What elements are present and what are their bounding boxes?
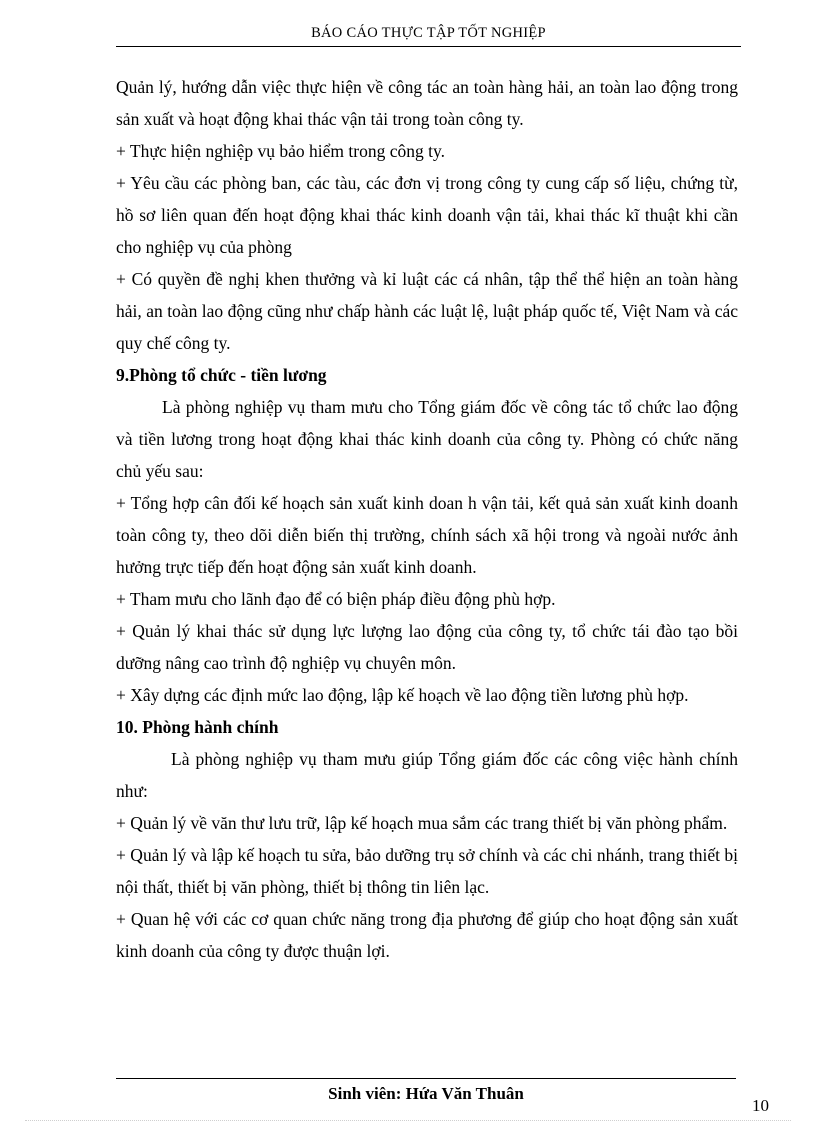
paragraph: Quản lý, hướng dẫn việc thực hiện về công tác an toàn hàng hải, an toàn lao động trong sản xuất và hoạt động khai thác vận tải trong toàn công ty. <box>116 77 738 129</box>
paragraph: + Xây dựng các định mức lao động, lập kế hoạch về lao động tiền lương phù hợp. <box>116 685 689 705</box>
paragraph: Là phòng nghiệp vụ tham mưu cho Tổng giám đốc về công tác tổ chức lao động và tiền lương trong hoạt động khai thác kinh doanh của công ty. Phòng có chức năng chủ yếu sau: <box>116 397 738 481</box>
page-bottom-border <box>25 1120 791 1121</box>
report-body <box>116 71 738 967</box>
section-heading-10: 10. Phòng hành chính <box>116 717 279 737</box>
paragraph: + Quản lý khai thác sử dụng lực lượng lao động của công ty, tổ chức tái đào tạo bồi dưỡng nâng cao trình độ nghiệp vụ chuyên môn. <box>116 621 738 673</box>
paragraph: Là phòng nghiệp vụ tham mưu giúp Tổng giám đốc các công việc hành chính như: <box>116 749 738 801</box>
section-heading-9: 9.Phòng tổ chức - tiền lương <box>116 365 327 385</box>
paragraph: + Yêu cầu các phòng ban, các tàu, các đơn vị trong công ty cung cấp số liệu, chứng từ, hồ sơ liên quan đến hoạt động khai thác kinh doanh vận tải, khai thác kĩ thuật khi cần cho nghiệp vụ của phòng <box>116 173 738 257</box>
paragraph: + Tổng hợp cân đối kế hoạch sản xuất kinh doan h vận tải, kết quả sản xuất kinh doanh toàn công ty, theo dõi diễn biến thị trường, chính sách xã hội trong và ngoài nước ảnh hưởng trực tiếp đến hoạt động sản xuất kinh doanh. <box>116 493 738 577</box>
paragraph: + Quản lý về văn thư lưu trữ, lập kế hoạch mua sắm các trang thiết bị văn phòng phẩm. <box>116 813 728 833</box>
footer-student-name: Sinh viên: Hứa Văn Thuân <box>328 1084 524 1103</box>
page-number: 10 <box>752 1096 769 1115</box>
page-header-title: BÁO CÁO THỰC TẬP TỐT NGHIỆP <box>311 25 546 41</box>
paragraph: + Có quyền đề nghị khen thưởng và kỉ luật các cá nhân, tập thể thể hiện an toàn hàng hải, an toàn lao động cũng như chấp hành các luật lệ, luật pháp quốc tế, Việt Nam và các quy chế công ty. <box>116 269 738 353</box>
header-divider <box>116 46 741 47</box>
paragraph: + Thực hiện nghiệp vụ bảo hiểm trong công ty. <box>116 141 445 161</box>
footer-divider <box>116 1078 736 1079</box>
paragraph: + Quan hệ với các cơ quan chức năng trong địa phương để giúp cho hoạt động sản xuất kinh doanh của công ty được thuận lợi. <box>116 909 738 961</box>
paragraph: + Quản lý và lập kế hoạch tu sửa, bảo dưỡng trụ sở chính và các chi nhánh, trang thiết bị nội thất, thiết bị văn phòng, thiết bị thông tin liên lạc. <box>116 845 738 897</box>
paragraph: + Tham mưu cho lãnh đạo để có biện pháp điều động phù hợp. <box>116 589 556 609</box>
